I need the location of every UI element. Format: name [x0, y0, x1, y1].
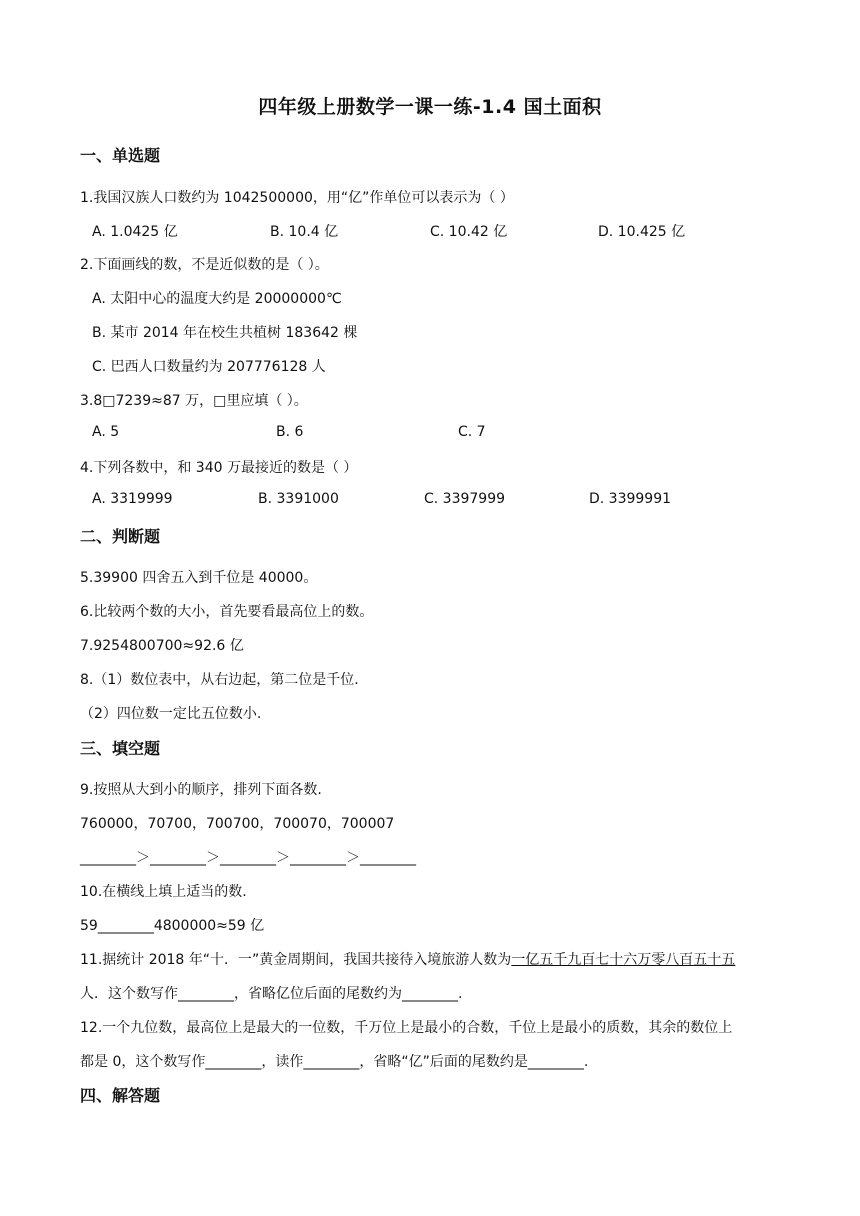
question-3-text: 3.8□7239≈87 万，□里应填（ ）。 [80, 393, 308, 409]
q2-option-b: B. 某市 2014 年在校生共植树 183642 棵 [92, 325, 358, 341]
section-heading-fill-blank: 三、填空题 [80, 739, 161, 758]
question-4-text: 4.下列各数中，和 340 万最接近的数是（ ） [80, 460, 358, 476]
page-title: 四年级上册数学一课一练-1.4 国土面积 [258, 96, 602, 118]
q1-option-b: B. 10.4 亿 [270, 224, 339, 240]
q1-option-d: D. 10.425 亿 [598, 224, 686, 240]
question-6-text: 6.比较两个数的大小，首先要看最高位上的数。 [80, 604, 374, 620]
q4-option-a: A. 3319999 [92, 491, 173, 507]
q3-option-b: B. 6 [276, 424, 304, 440]
q1-option-c: C. 10.42 亿 [430, 224, 508, 240]
question-11-prefix: 11.据统计 2018 年“十．一”黄金周期间，我国共接待入境旅游人数为 [80, 952, 512, 968]
question-9-line1: 9.按照从大到小的顺序，排列下面各数. [80, 782, 322, 798]
question-9-numbers: 760000，70700，700700，700070，700007 [80, 816, 395, 832]
q3-option-c: C. 7 [458, 424, 486, 440]
q2-option-c: C. 巴西人口数量约为 207776128 人 [92, 359, 326, 375]
question-10-line1: 10.在横线上填上适当的数. [80, 884, 247, 900]
question-11-line2: 人．这个数写作________，省略亿位后面的尾数约为________. [80, 986, 463, 1002]
q4-option-c: C. 3397999 [424, 491, 506, 507]
q4-option-b: B. 3391000 [258, 491, 339, 507]
q2-option-a: A. 太阳中心的温度大约是 20000000℃ [92, 291, 342, 307]
q1-option-a: A. 1.0425 亿 [92, 224, 178, 240]
question-1-text: 1.我国汉族人口数约为 1042500000，用“亿”作单位可以表示为（ ） [80, 190, 514, 206]
question-9-blanks: ________＞________＞________＞________＞________ [80, 850, 416, 866]
question-8-line1: 8.（1）数位表中，从右边起，第二位是千位. [80, 672, 359, 688]
q4-option-d: D. 3399991 [589, 491, 672, 507]
question-5-text: 5.39900 四舍五入到千位是 40000。 [80, 570, 318, 586]
question-7-text: 7.9254800700≈92.6 亿 [80, 638, 244, 654]
question-8-line2: （2）四位数一定比五位数小. [80, 706, 262, 722]
section-heading-true-false: 二、判断题 [80, 527, 161, 546]
question-11-underlined-number: 一亿五千九百七十六万零八百五十五 [511, 952, 736, 968]
section-heading-single-choice: 一、单选题 [80, 146, 161, 165]
question-11-line1 [80, 949, 735, 969]
section-heading-answer: 四、解答题 [80, 1086, 161, 1105]
q3-option-a: A. 5 [92, 424, 120, 440]
question-12-line1: 12.一个九位数，最高位上是最大的一位数，千万位上是最小的合数，千位上是最小的质数，其余的数位上 [80, 1020, 733, 1036]
question-12-line2: 都是 0，这个数写作________，读作________，省略“亿”后面的尾数约是________. [80, 1054, 589, 1070]
question-10-line2: 59________4800000≈59 亿 [80, 918, 265, 934]
question-2-text: 2.下面画线的数，不是近似数的是（ ）。 [80, 257, 329, 273]
